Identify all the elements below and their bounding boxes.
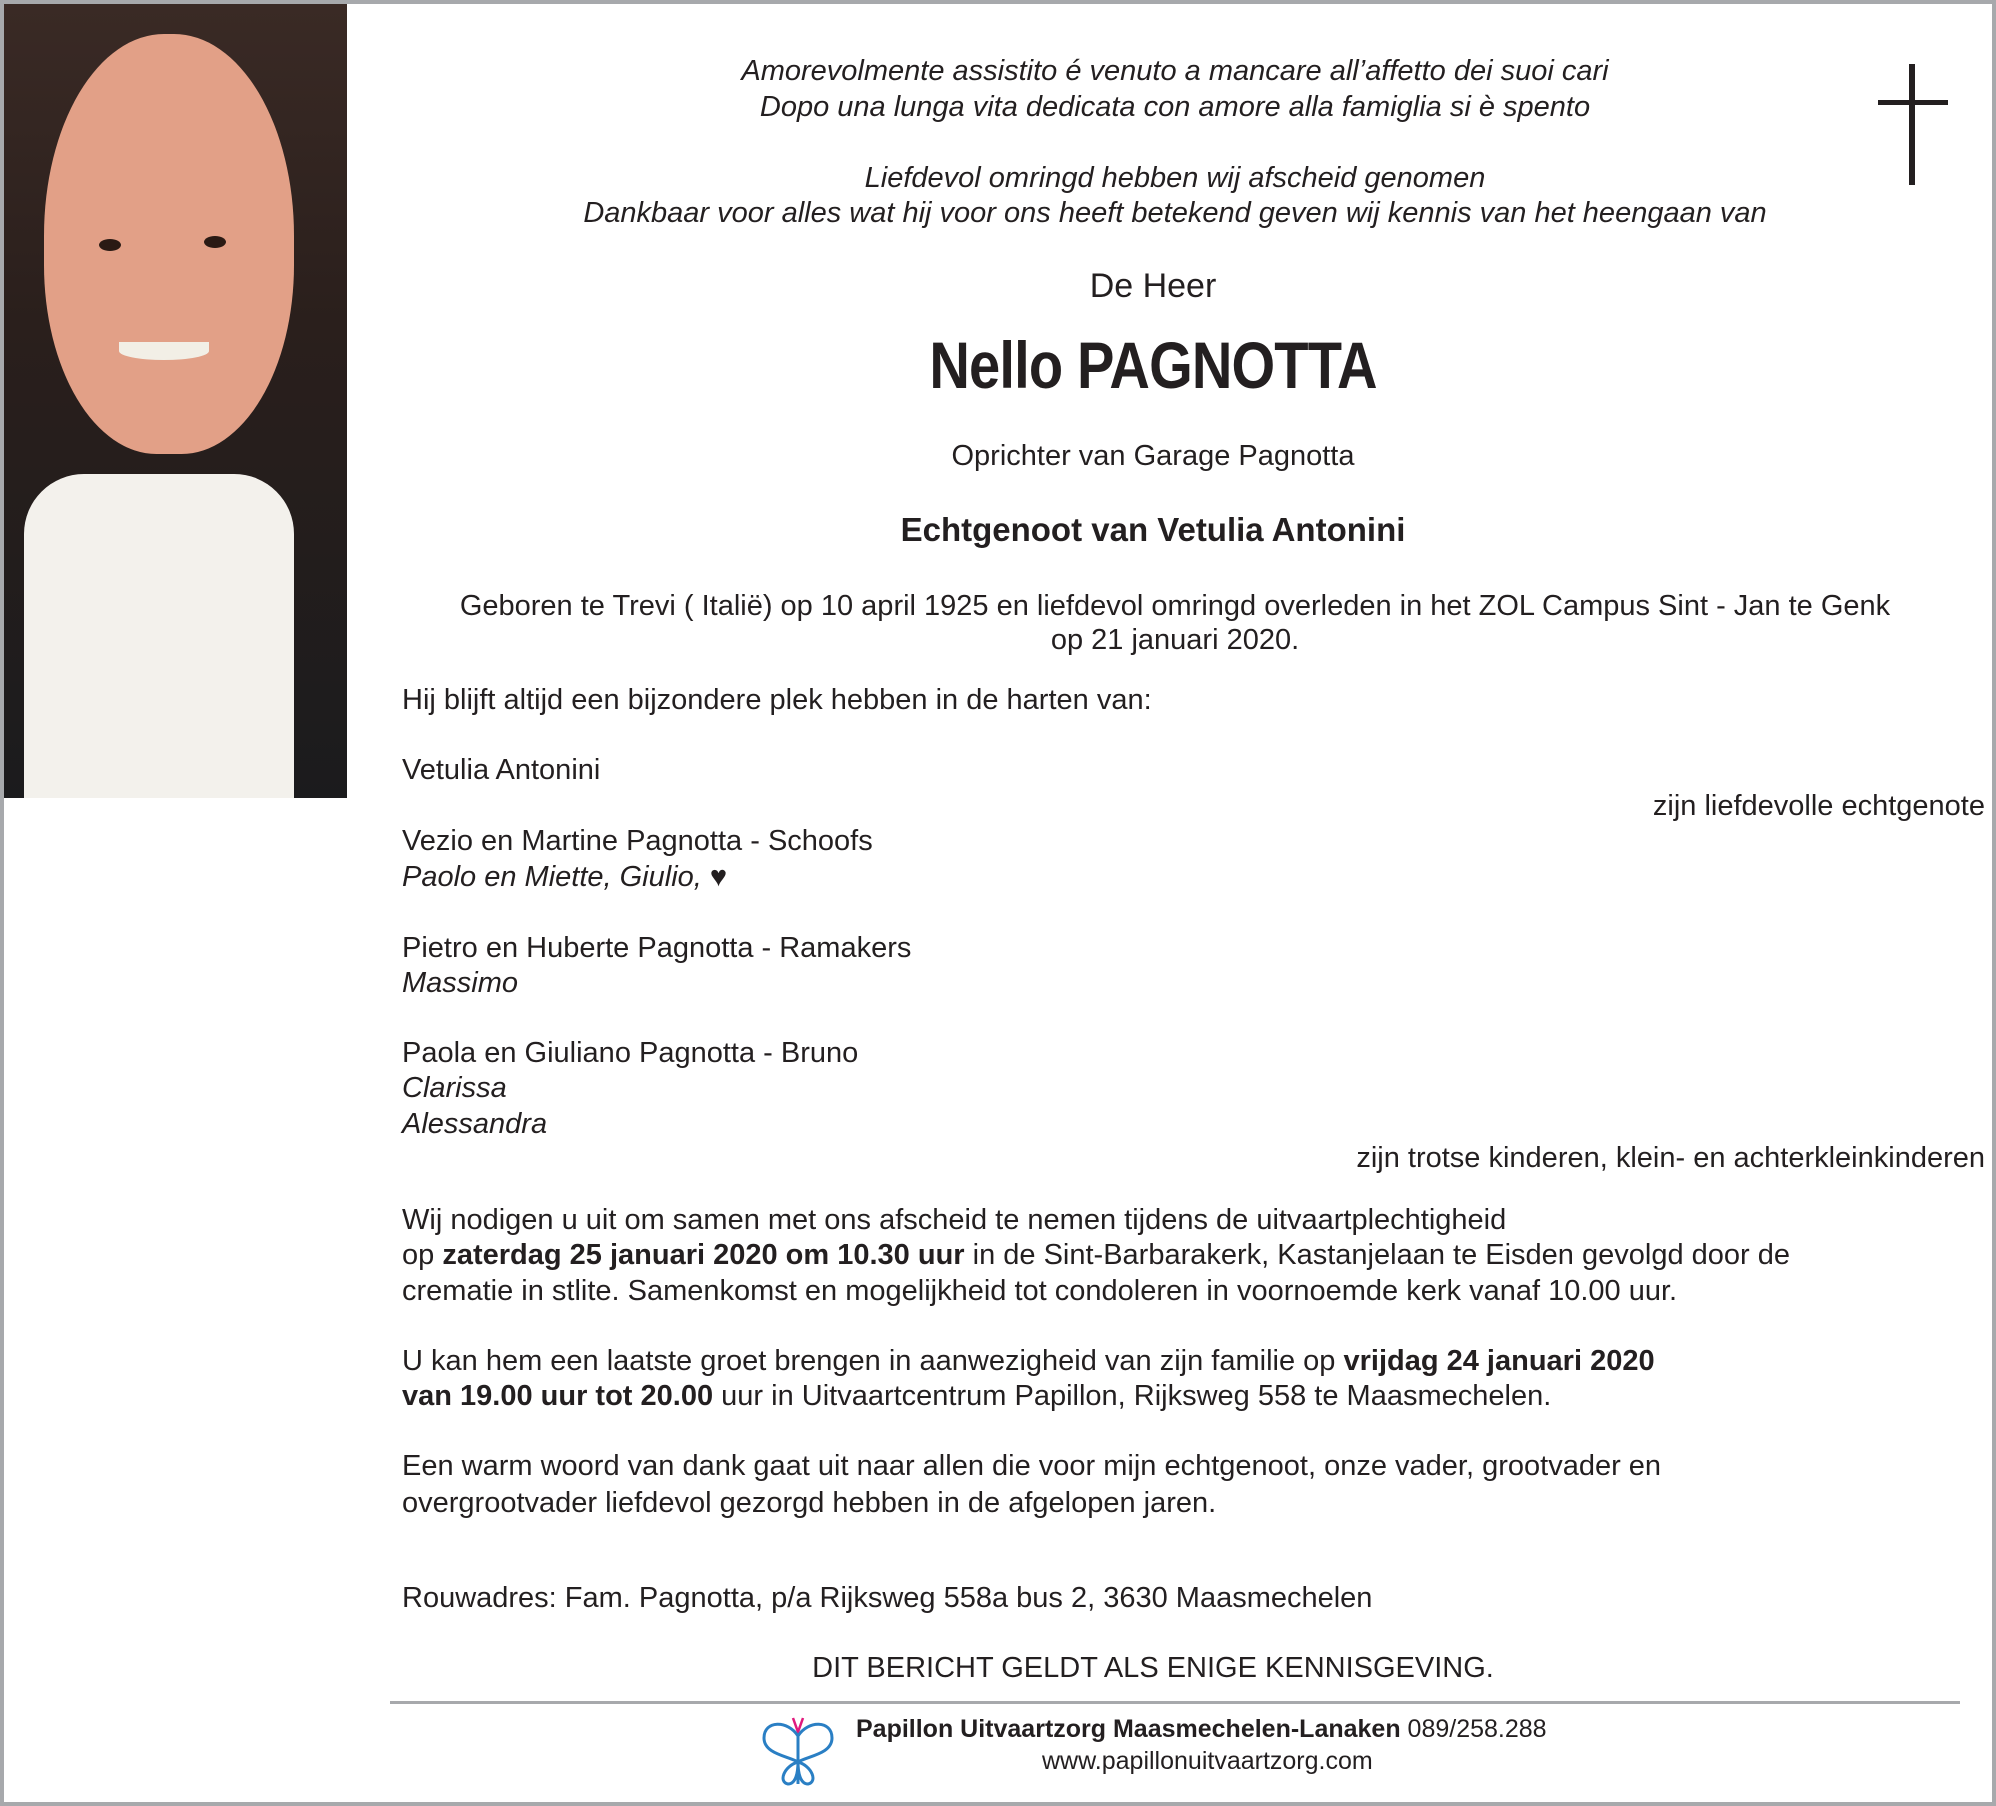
mourning-address: Rouwadres: Fam. Pagnotta, p/a Rijksweg 558a bus 2, 3630 Maasmechelen (402, 1582, 1373, 1614)
text: U kan hem een laatste groet brengen in aanwezigheid van zijn familie op (402, 1345, 1344, 1377)
funeral-home-name: Papillon Uitvaartzorg Maasmechelen-Lanaken (856, 1715, 1401, 1743)
ceremony-line-1: Wij nodigen u uit om samen met ons afscheid te nemen tijdens de uitvaartplechtigheid (402, 1204, 1507, 1236)
grandchild: Paolo en Miette, Giulio, ♥ (402, 861, 728, 893)
deceased-name: Nello PAGNOTTA (929, 328, 1377, 402)
visitation-line-1 (402, 1343, 1655, 1379)
visitation-time: van 19.00 uur tot 20.00 (402, 1380, 714, 1412)
visitation-line-2 (402, 1378, 1551, 1414)
visitation-date: vrijdag 24 januari 2020 (1343, 1345, 1655, 1377)
child-couple: Vezio en Martine Pagnotta - Schoofs (402, 825, 873, 857)
birth-line-2: op 21 januari 2020. (1050, 624, 1300, 656)
ceremony-line-3: crematie in stlite. Samenkomst en mogelijkheid tot condoleren in voornoemde kerk vanaf 10.00 uur. (402, 1275, 1678, 1307)
text: op (402, 1239, 443, 1271)
funeral-home-line (856, 1714, 1547, 1744)
birth-line-1: Geboren te Trevi ( Italië) op 10 april 1925 en liefdevol omringd overleden in het ZOL Campus Sint - Jan te Genk (459, 590, 1891, 622)
footer-divider (390, 1701, 1960, 1704)
thanks-line-2: overgrootvader liefdevol gezorgd hebben in de afgelopen jaren. (402, 1487, 1217, 1519)
portrait-photo (4, 4, 347, 798)
ceremony-date: zaterdag 25 januari 2020 om 10.30 uur (442, 1239, 965, 1271)
papillon-butterfly-logo (758, 1710, 840, 1788)
text: in de Sint-Barbarakerk, Kastanjelaan te Eisden gevolgd door de (964, 1239, 1790, 1271)
ceremony-line-2 (402, 1237, 1790, 1273)
dutch-line-2: Dankbaar voor alles wat hij voor ons heeft betekend geven wij kennis van het heengaan van (583, 197, 1767, 229)
child-couple: Paola en Giuliano Pagnotta - Bruno (402, 1037, 859, 1069)
italian-line-2: Dopo una lunga vita dedicata con amore alla famiglia si è spento (759, 91, 1591, 123)
funeral-home-phone: 089/258.288 (1400, 1715, 1547, 1743)
role: Oprichter van Garage Pagnotta (951, 440, 1355, 472)
child-couple: Pietro en Huberte Pagnotta - Ramakers (402, 932, 912, 964)
italian-line-1: Amorevolmente assistito é venuto a mancare all’affetto dei suoi cari (741, 55, 1609, 87)
family-intro: Hij blijft altijd een bijzondere plek hebben in de harten van: (402, 684, 1152, 716)
honorific: De Heer (1089, 267, 1217, 305)
notice: DIT BERICHT GELDT ALS ENIGE KENNISGEVING. (812, 1652, 1494, 1684)
children-label: zijn trotse kinderen, klein- en achterkleinkinderen (1356, 1142, 1985, 1174)
grandchild: Clarissa (402, 1072, 507, 1104)
spouse-line: Echtgenoot van Vetulia Antonini (900, 511, 1406, 548)
funeral-home-website[interactable]: www.papillonuitvaartzorg.com (1042, 1747, 1373, 1775)
dutch-line-1: Liefdevol omringd hebben wij afscheid genomen (864, 162, 1486, 194)
obituary-text (390, 0, 1985, 1806)
grandchild: Massimo (402, 967, 519, 999)
thanks-line-1: Een warm woord van dank gaat uit naar allen die voor mijn echtgenoot, onze vader, grootvader en (402, 1450, 1662, 1482)
grandchild: Alessandra (402, 1108, 548, 1140)
spouse-label: zijn liefdevolle echtgenote (1652, 790, 1985, 822)
spouse-name: Vetulia Antonini (402, 754, 601, 786)
text: uur in Uitvaartcentrum Papillon, Rijksweg 558 te Maasmechelen. (713, 1380, 1552, 1412)
